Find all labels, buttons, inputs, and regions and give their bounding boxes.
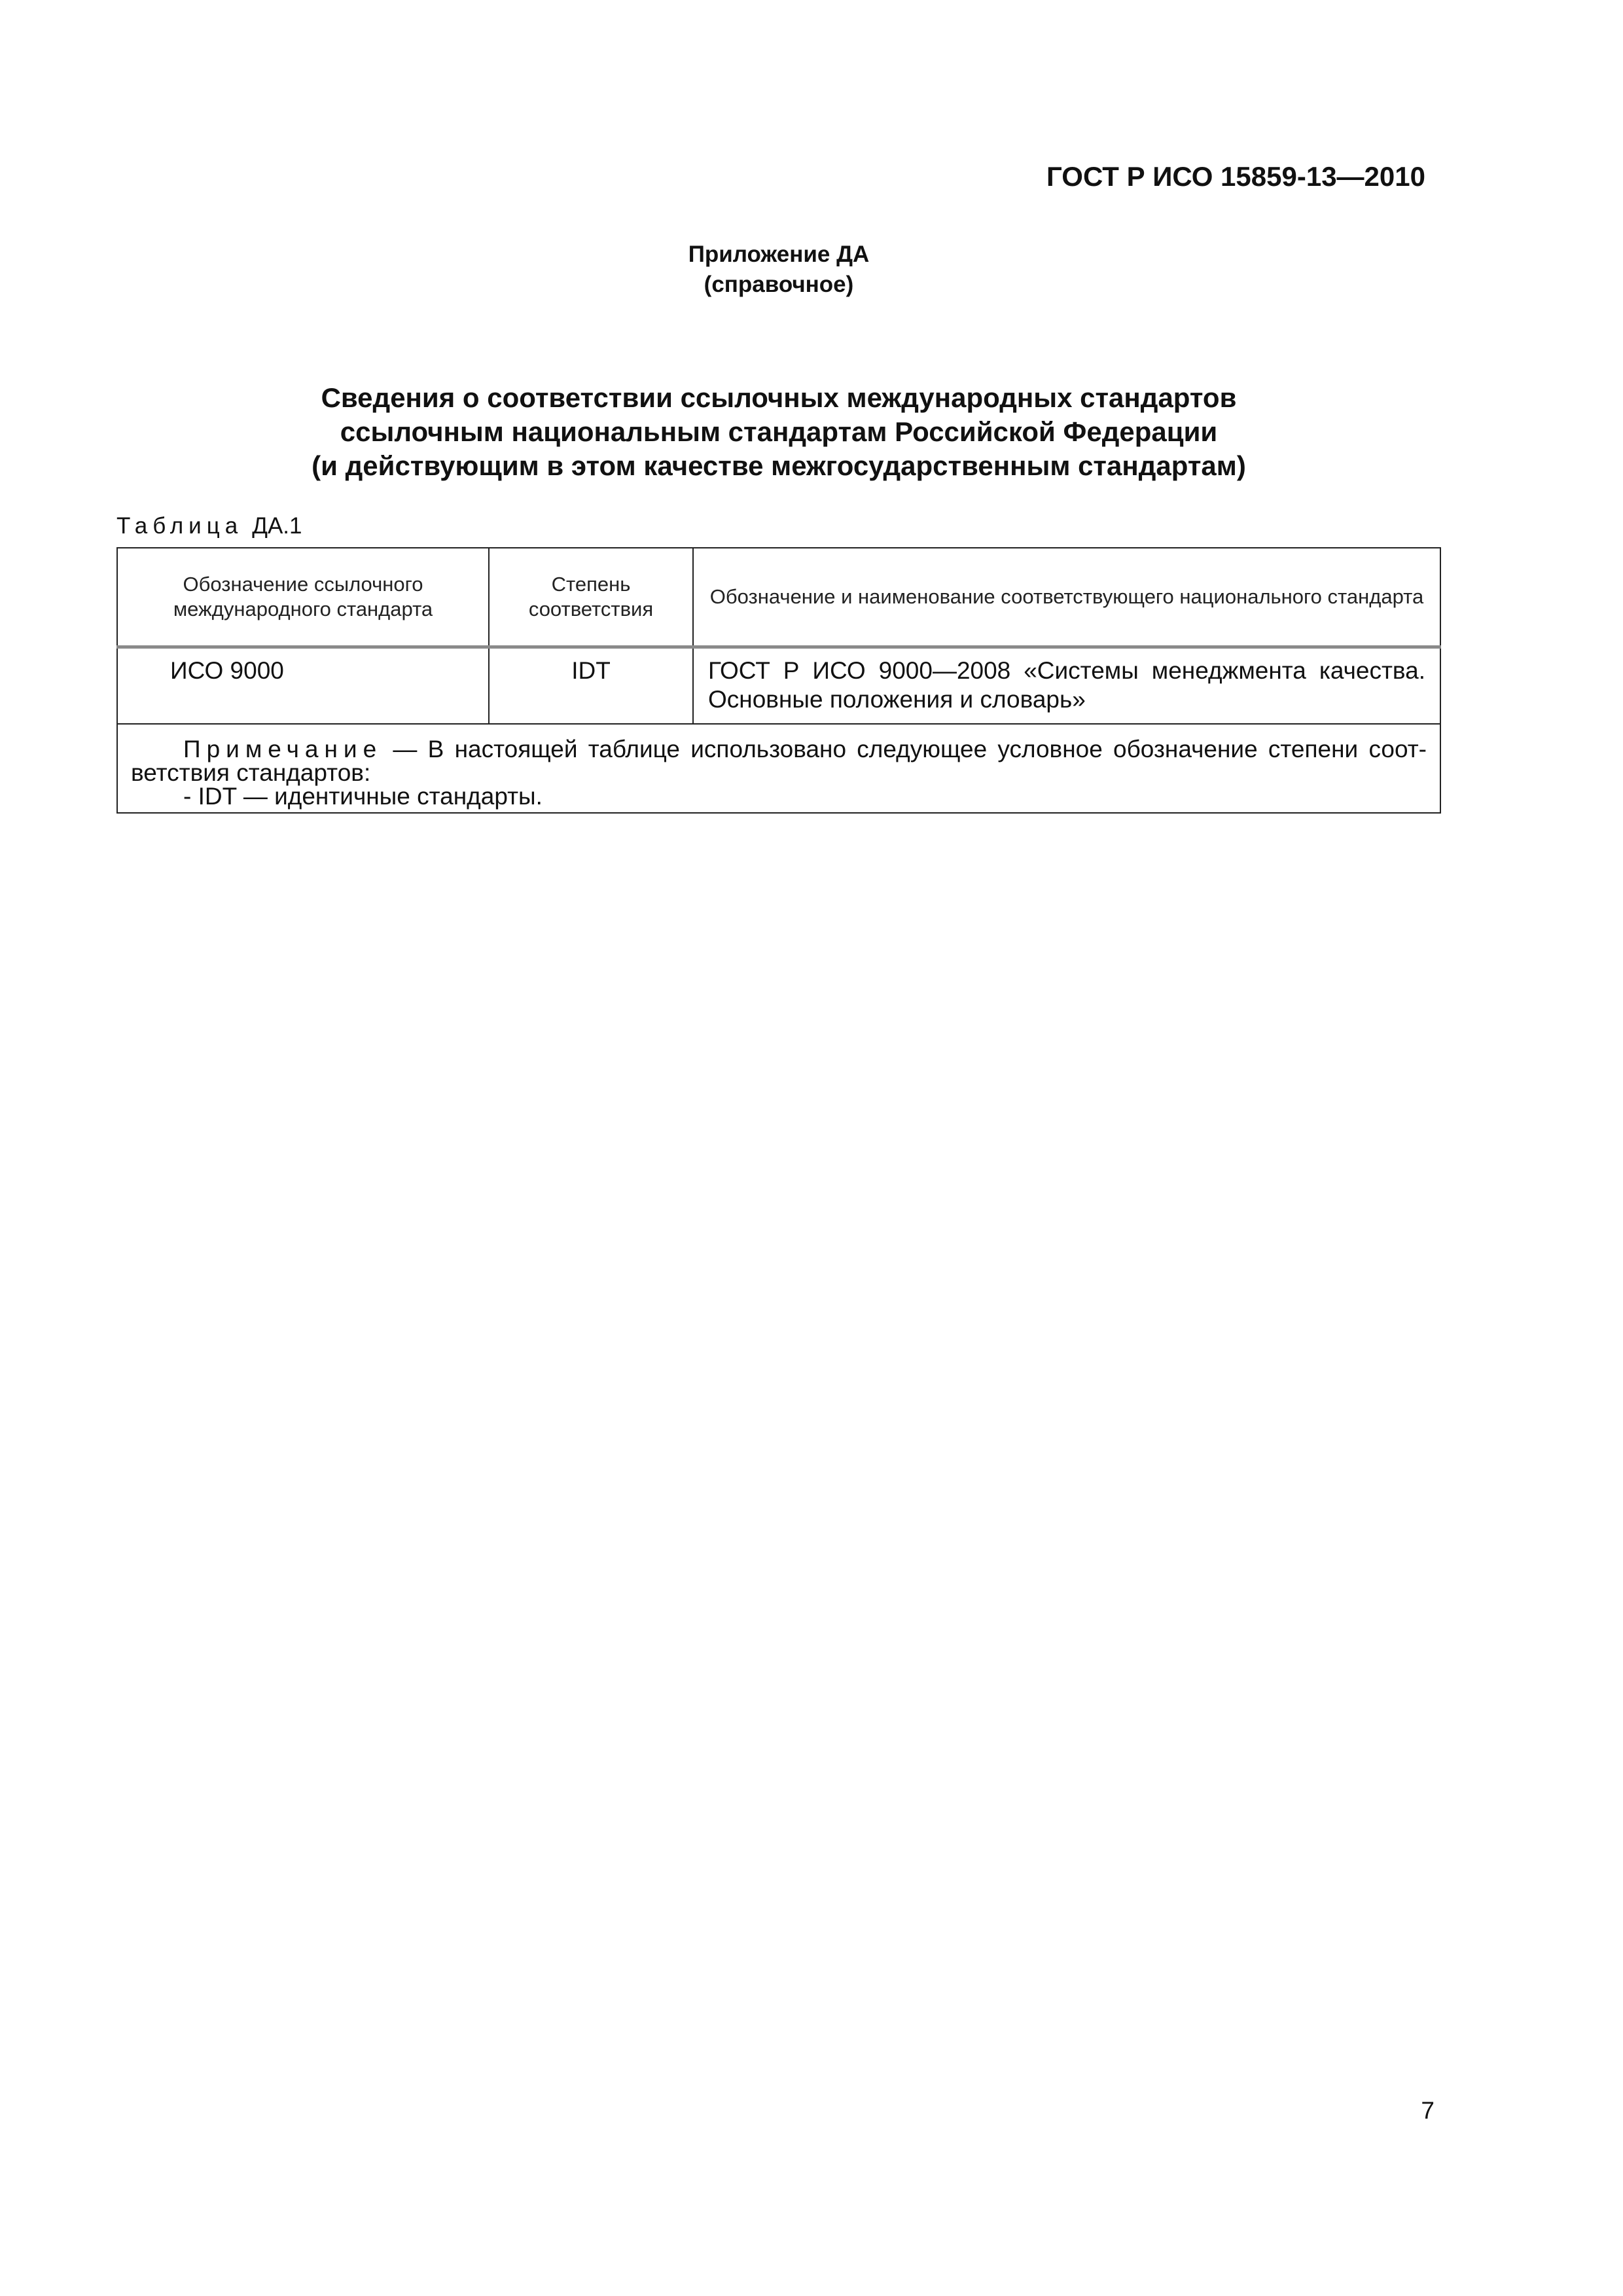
column-header-intl-standard: Обозначение ссылочного международного стандарта [117,548,489,647]
reference-table [116,547,1441,814]
cell-intl-standard: ИСО 9000 [117,647,489,725]
table-caption-number: ДА.1 [252,513,302,539]
table-note [117,724,1440,813]
appendix-type: (справочное) [704,272,854,297]
column-header-national-standard: Обозначение и наименование соответствующего национального стандарта [693,548,1440,647]
section-title-line: (и действующим в этом качестве межгосударственным стандартам) [312,450,1246,481]
note-label: Примечание [183,736,383,762]
table-caption-label: Таблица [116,513,243,539]
note-text: — В настоящей таблице использовано следующее условное обозначение степени соот- [393,736,1427,762]
note-second-line: ветствия стандартов: [131,759,371,786]
cell-degree: IDT [489,647,693,725]
cell-national-standard: ГОСТ Р ИСО 9000—2008 «Системы менеджмента качества. Основные положения и словарь» [693,647,1440,725]
section-title-line: ссылочным национальным стандартам Российской Федерации [340,416,1218,447]
column-header-degree: Степень соответствия [489,548,693,647]
page-number: 7 [1421,2097,1435,2124]
note-list-item: - IDT — идентичные стандарты. [183,783,543,810]
note-first-line [131,738,1427,761]
table-note-row [117,724,1440,813]
table-header-row [117,548,1440,647]
document-code: ГОСТ Р ИСО 15859-13—2010 [1046,161,1425,192]
table-caption [116,513,302,539]
section-title-line: Сведения о соответствии ссылочных международных стандартов [321,382,1237,413]
appendix-title: Приложение ДА [688,242,870,267]
table-row [117,647,1440,725]
